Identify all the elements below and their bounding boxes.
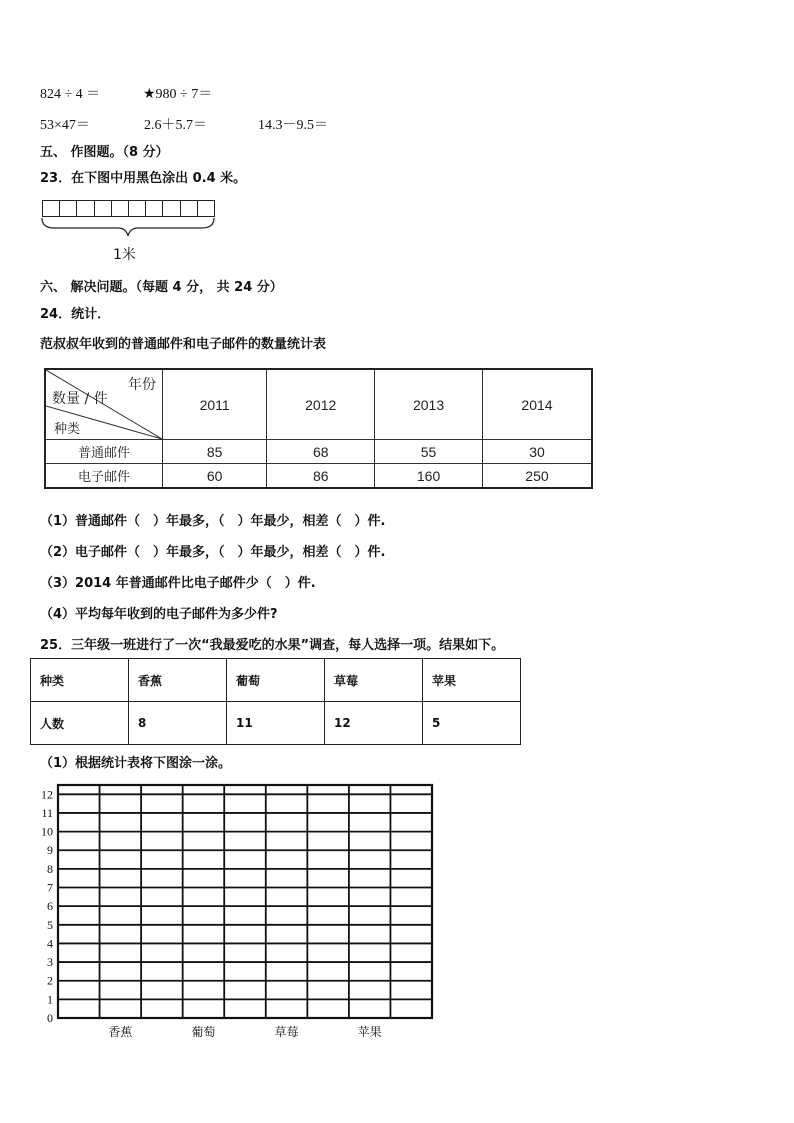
year-header: 2011 [163,369,267,440]
ruler-cell[interactable] [95,201,112,216]
table-cell: 86 [267,464,375,489]
ruler-label: 1米 [113,247,136,263]
ruler-cell[interactable] [112,201,129,216]
ruler-bar[interactable] [42,200,215,217]
ruler-cell[interactable] [77,201,94,216]
y-tick-label: 1 [47,992,53,1007]
question-24: 24．统计． [40,307,111,322]
section-5-title: 五、 作图题。（8 分） [40,145,169,160]
ruler-cell[interactable] [146,201,163,216]
y-tick-label: 11 [41,805,53,820]
ruler-cell[interactable] [198,201,214,216]
table-row [45,464,592,489]
y-tick-label: 4 [47,936,53,951]
section-6-title: 六、 解决问题。（每题 4 分， 共 24 分） [40,280,283,295]
q24-sub-2: （2）电子邮件（ ）年最多，（ ）年最少，相差（ ）件. [40,545,386,560]
ruler-cell[interactable] [60,201,77,216]
ruler-cell[interactable] [129,201,146,216]
table-cell: 8 [129,702,227,745]
y-tick-label: 8 [47,861,53,876]
y-tick-label: 12 [41,787,53,802]
grid-frame [58,785,432,1018]
table-row [31,702,521,745]
table-cell: 11 [227,702,325,745]
diag-kind: 种类 [54,422,81,437]
question-25: 25．三年级一班进行了一次“我最爱吃的水果”调查，每人选择一项。结果如下。 [40,638,505,653]
fruit-table [30,658,521,745]
ruler-cell[interactable] [163,201,180,216]
fill-in-grid-chart[interactable] [36,782,436,1044]
ruler-cell[interactable] [181,201,198,216]
table-cell: 85 [163,440,267,464]
diagonal-header-cell [45,369,163,440]
q24-sub-1: （1）普通邮件（ ）年最多，（ ）年最少，相差（ ）件. [40,514,386,529]
q24-sub-4: （4）平均每年收到的电子邮件为多少件? [40,607,278,622]
q25-sub-1: （1）根据统计表将下图涂一涂。 [40,756,232,771]
table-title: 范叔叔年收到的普通邮件和电子邮件的数量统计表 [40,337,327,352]
y-tick-label: 10 [41,824,53,839]
ruler-brace [40,216,216,238]
table-cell: 12 [325,702,423,745]
x-category-label: 苹果 [357,1025,382,1039]
table-cell: 68 [267,440,375,464]
y-tick-label: 2 [47,973,53,988]
x-category-label: 葡萄 [191,1025,216,1039]
y-tick-label: 3 [47,955,53,970]
year-header: 2014 [482,369,592,440]
question-23: 23．在下图中用黑色涂出 0.4 米。 [40,171,247,186]
y-tick-label: 7 [47,880,53,895]
table-header-cell: 种类 [31,659,129,702]
table-cell: 30 [482,440,592,464]
table-cell: 人数 [31,702,129,745]
table-cell: 5 [423,702,521,745]
calc-5: 14.3－9.5＝ [258,118,328,133]
year-header: 2013 [375,369,483,440]
y-tick-label: 5 [47,917,53,932]
table-row [45,440,592,464]
row-label: 电子邮件 [45,464,163,489]
row-label: 普通邮件 [45,440,163,464]
q24-sub-3: （3）2014 年普通邮件比电子邮件少（ ）件. [40,576,316,591]
table-header-cell: 草莓 [325,659,423,702]
table-row [31,659,521,702]
mail-stats-table [44,368,593,489]
diag-count: 数量 / 件 [52,391,108,407]
calc-4: 2.6＋5.7＝ [144,118,207,133]
x-category-label: 草莓 [274,1025,299,1039]
table-header-cell: 葡萄 [227,659,325,702]
calc-3: 53×47＝ [40,118,90,133]
y-tick-label: 9 [47,843,53,858]
table-header-cell: 苹果 [423,659,521,702]
diag-year: 年份 [128,377,156,393]
calc-1: 824 ÷ 4 ＝ [40,87,101,102]
table-cell: 250 [482,464,592,489]
y-tick-label: 0 [47,1011,53,1025]
x-category-label: 香蕉 [108,1025,133,1039]
ruler-cell[interactable] [43,201,60,216]
y-tick-label: 6 [47,899,53,914]
year-header: 2012 [267,369,375,440]
calc-2: ★980 ÷ 7＝ [143,87,213,102]
table-cell: 60 [163,464,267,489]
table-cell: 160 [375,464,483,489]
table-header-cell: 香蕉 [129,659,227,702]
table-cell: 55 [375,440,483,464]
